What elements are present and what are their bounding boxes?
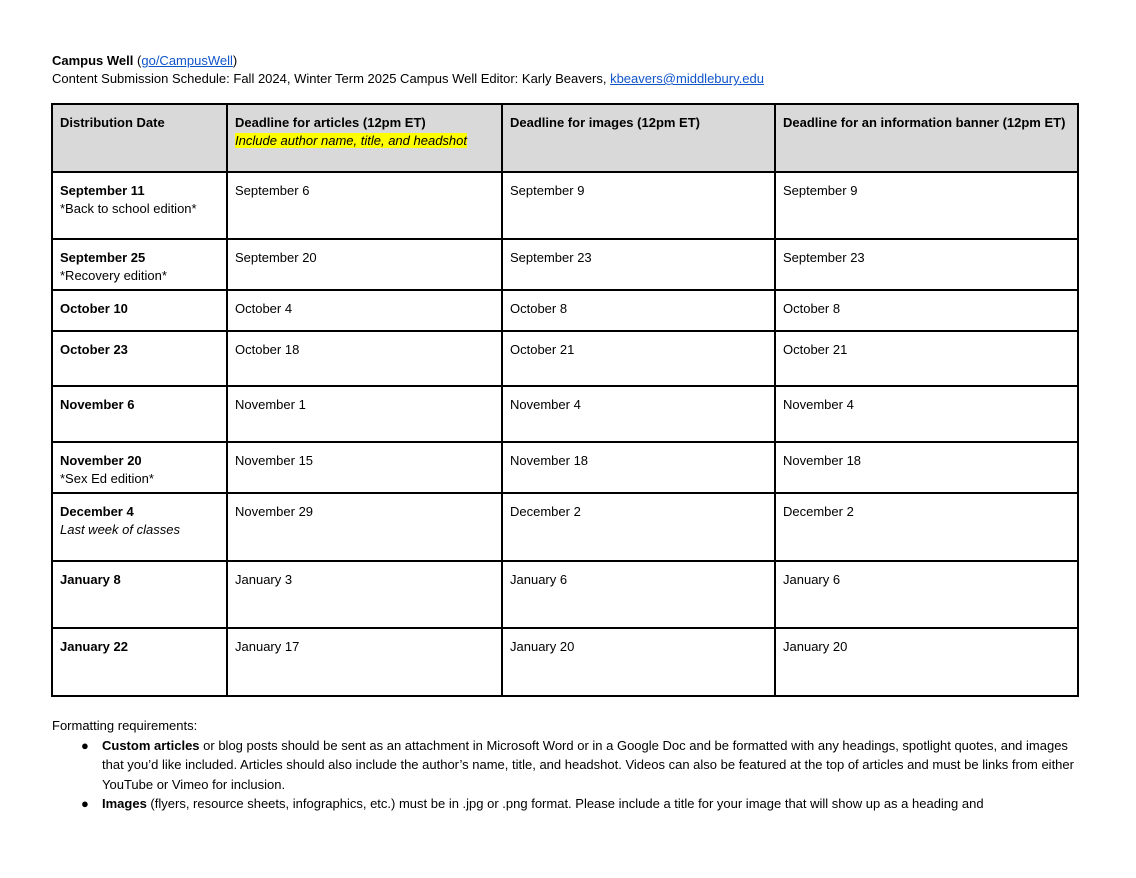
header-distribution-date: Distribution Date: [52, 104, 227, 172]
close-paren: ): [232, 53, 238, 68]
distribution-date-cell: [52, 628, 227, 696]
header-banner-deadline: Deadline for an information banner (12pm ET): [775, 104, 1078, 172]
table-row: [52, 628, 1078, 696]
table-row: [52, 239, 1078, 290]
requirement-bold-label: Custom articles: [102, 737, 200, 753]
list-item: [81, 794, 1092, 814]
formatting-requirements: [52, 716, 1092, 814]
distribution-date-cell: [52, 239, 227, 290]
articles-deadline-cell: January 3: [227, 561, 502, 628]
distribution-date-cell: [52, 493, 227, 561]
editor-email-link[interactable]: kbeavers@middlebury.edu: [610, 71, 764, 86]
banner-deadline-cell: October 21: [775, 331, 1078, 386]
doc-subtitle: Content Submission Schedule: Fall 2024, Winter Term 2025 Campus Well Editor: Karly Beavers,: [52, 71, 611, 86]
distribution-date: January 22: [60, 639, 128, 654]
edition-note: Last week of classes: [60, 522, 180, 537]
articles-deadline-cell: November 15: [227, 442, 502, 493]
table-row: [52, 442, 1078, 493]
requirements-list: [52, 736, 1092, 814]
table-row: [52, 493, 1078, 561]
banner-deadline-cell: December 2: [775, 493, 1078, 561]
articles-header-note: Include author name, title, and headshot: [235, 133, 467, 148]
edition-note: *Back to school edition*: [60, 201, 197, 216]
distribution-date: September 25: [60, 250, 146, 265]
distribution-date-cell: [52, 172, 227, 239]
distribution-date: October 10: [60, 301, 128, 316]
articles-deadline-cell: October 18: [227, 331, 502, 386]
table-row: [52, 331, 1078, 386]
table-row: [52, 172, 1078, 239]
document-header: [52, 52, 1092, 88]
bullet-icon: ●: [81, 737, 89, 753]
banner-deadline-cell: November 18: [775, 442, 1078, 493]
edition-note: *Recovery edition*: [60, 268, 167, 283]
articles-deadline-cell: September 20: [227, 239, 502, 290]
images-deadline-cell: January 6: [502, 561, 775, 628]
articles-deadline-cell: January 17: [227, 628, 502, 696]
distribution-date-cell: [52, 561, 227, 628]
distribution-date: January 8: [60, 572, 121, 587]
distribution-date: October 23: [60, 342, 128, 357]
formatting-heading: Formatting requirements:: [52, 718, 198, 733]
banner-deadline-cell: September 9: [775, 172, 1078, 239]
bullet-icon: ●: [81, 796, 89, 811]
schedule-table: [51, 103, 1079, 697]
images-deadline-cell: November 18: [502, 442, 775, 493]
distribution-date-cell: [52, 442, 227, 493]
table-header-row: [52, 104, 1078, 172]
banner-deadline-cell: January 6: [775, 561, 1078, 628]
images-deadline-cell: October 8: [502, 290, 775, 331]
articles-header-label: Deadline for articles (12pm ET): [235, 115, 426, 130]
images-deadline-cell: January 20: [502, 628, 775, 696]
requirement-text: (flyers, resource sheets, infographics, etc.) must be in .jpg or .png format. Please include a title for your image that will show up as a heading and: [146, 796, 984, 811]
campus-well-link[interactable]: go/CampusWell: [141, 53, 233, 68]
distribution-date-cell: [52, 331, 227, 386]
articles-deadline-cell: November 29: [227, 493, 502, 561]
table-row: [52, 290, 1078, 331]
images-deadline-cell: October 21: [502, 331, 775, 386]
banner-deadline-cell: January 20: [775, 628, 1078, 696]
requirement-text: or blog posts should be sent as an attachment in Microsoft Word or in a Google Doc and be formatted with any headings, spotlight quotes, and images that you’d like included. Articles should also include the author’s name, title, and headshot. Videos can also be featured at the top of articles and must be links from either YouTube or Vimeo for inclusion.: [102, 737, 1074, 792]
banner-deadline-cell: September 23: [775, 239, 1078, 290]
articles-deadline-cell: October 4: [227, 290, 502, 331]
articles-deadline-cell: September 6: [227, 172, 502, 239]
articles-deadline-cell: November 1: [227, 386, 502, 442]
distribution-date-cell: [52, 386, 227, 442]
images-deadline-cell: November 4: [502, 386, 775, 442]
distribution-date: November 6: [60, 397, 135, 412]
header-articles-deadline: [227, 104, 502, 172]
images-deadline-cell: December 2: [502, 493, 775, 561]
table-row: [52, 386, 1078, 442]
header-title-line: [52, 52, 1092, 70]
header-subtitle-line: [52, 70, 1092, 88]
banner-deadline-cell: October 8: [775, 290, 1078, 331]
open-paren: (: [137, 53, 142, 68]
distribution-date: December 4: [60, 504, 134, 519]
requirement-bold-label: Images: [102, 796, 147, 811]
images-deadline-cell: September 23: [502, 239, 775, 290]
table-row: [52, 561, 1078, 628]
header-images-deadline: Deadline for images (12pm ET): [502, 104, 775, 172]
distribution-date: November 20: [60, 453, 142, 468]
list-item: [81, 736, 1092, 795]
edition-note: *Sex Ed edition*: [60, 471, 154, 486]
distribution-date: September 11: [60, 183, 145, 198]
doc-title: Campus Well: [52, 53, 134, 68]
images-deadline-cell: September 9: [502, 172, 775, 239]
banner-deadline-cell: November 4: [775, 386, 1078, 442]
distribution-date-cell: [52, 290, 227, 331]
